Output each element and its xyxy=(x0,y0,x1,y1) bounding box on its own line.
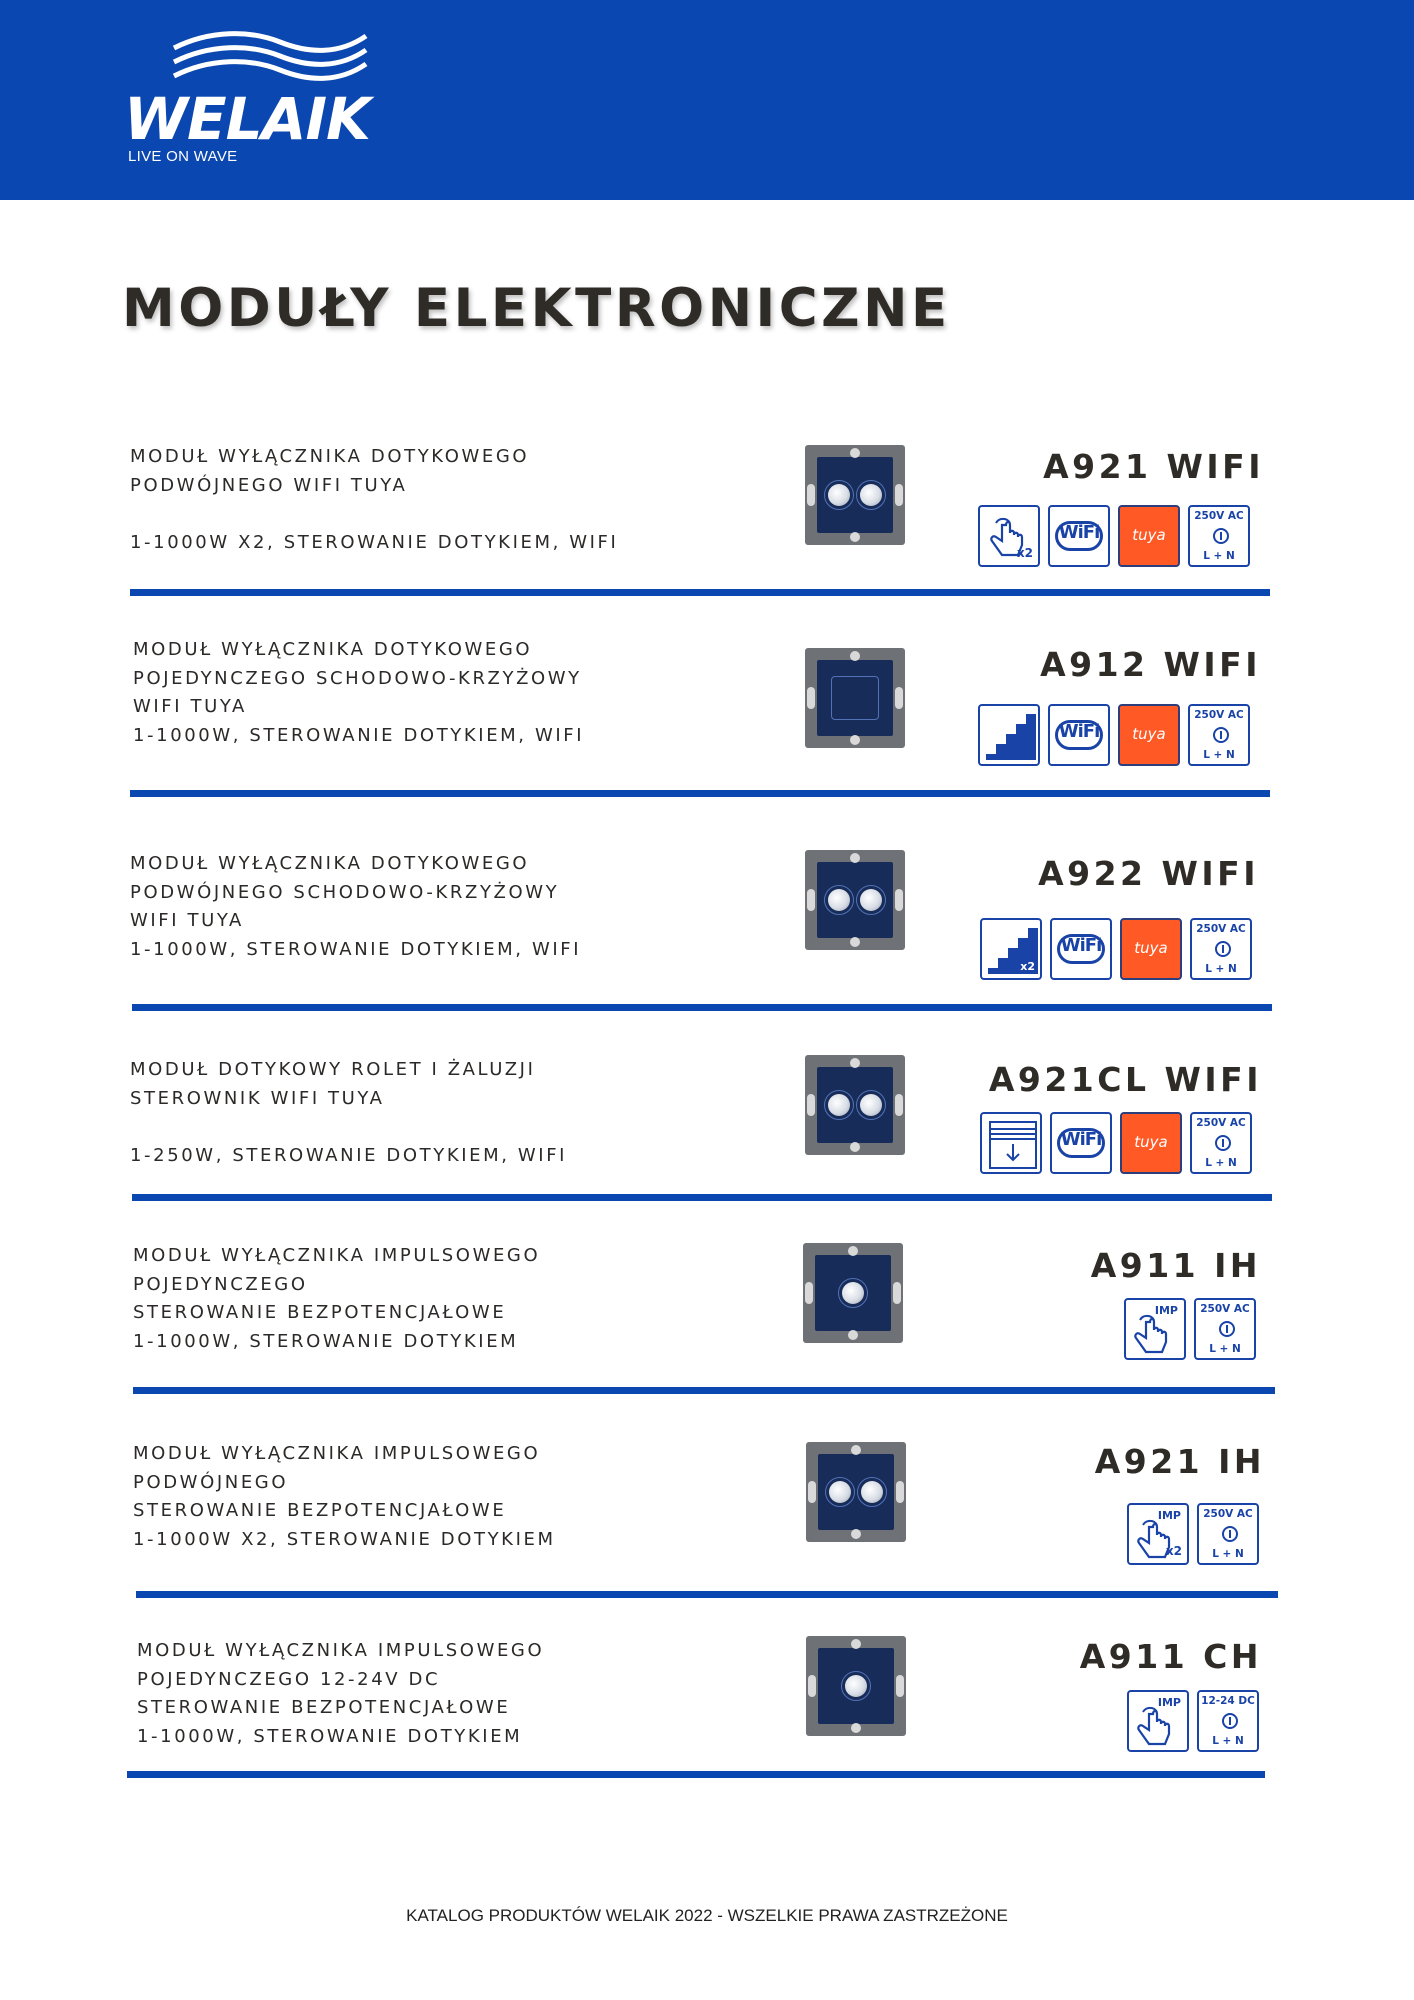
product-description xyxy=(133,636,584,750)
product-module-image xyxy=(803,1243,903,1343)
brand-logo xyxy=(124,26,414,168)
touch-x2-icon xyxy=(978,505,1040,567)
impulse-touch-x2-icon xyxy=(1127,1503,1189,1565)
tuya-icon xyxy=(1120,918,1182,980)
tuya-icon xyxy=(1120,1112,1182,1174)
x2-label: x2 xyxy=(1020,960,1035,973)
imp-label: IMP xyxy=(1157,1509,1181,1522)
voltage-label: 250V AC xyxy=(1194,709,1244,721)
wave-icon xyxy=(170,26,370,86)
product-description xyxy=(133,1242,540,1356)
description-line: PODWÓJNEGO xyxy=(133,1471,289,1493)
description-line: MODUŁ WYŁĄCZNIKA IMPULSOWEGO xyxy=(133,1245,541,1266)
description-line: STEROWANIE BEZPOTENCJAŁOWE xyxy=(133,1500,507,1521)
product-module-image xyxy=(805,850,905,950)
description-line: POJEDYNCZEGO 12-24V DC xyxy=(137,1668,441,1690)
description-line: WIFI TUYA xyxy=(130,910,244,931)
description-line: STEROWANIE BEZPOTENCJAŁOWE xyxy=(133,1302,507,1323)
tuya-label: tuya xyxy=(1132,526,1166,544)
product-module-image xyxy=(805,648,905,748)
impulse-touch-icon xyxy=(1127,1690,1189,1752)
wiring-label: L + N xyxy=(1209,1343,1241,1355)
brand-tagline: LIVE ON WAVE xyxy=(128,148,238,165)
product-code: A922 WIFI xyxy=(1038,854,1259,893)
description-line: MODUŁ WYŁĄCZNIKA DOTYKOWEGO xyxy=(130,853,530,874)
description-line: MODUŁ WYŁĄCZNIKA DOTYKOWEGO xyxy=(133,639,533,660)
voltage-icon xyxy=(1188,704,1250,766)
divider-line xyxy=(132,1194,1272,1201)
divider-line xyxy=(130,790,1270,797)
wifi-icon xyxy=(1050,918,1112,980)
tuya-label: tuya xyxy=(1132,725,1166,743)
wifi-label: WiFi xyxy=(1060,935,1102,956)
wiring-label: L + N xyxy=(1212,1548,1244,1560)
voltage-label: 250V AC xyxy=(1196,1117,1246,1129)
divider-line xyxy=(136,1591,1278,1598)
voltage-icon xyxy=(1188,505,1250,567)
tuya-label: tuya xyxy=(1134,939,1168,957)
feature-icons xyxy=(980,1112,1252,1174)
voltage-icon xyxy=(1194,1298,1256,1360)
wifi-icon xyxy=(1048,505,1110,567)
product-module-image xyxy=(805,445,905,545)
voltage-icon xyxy=(1197,1503,1259,1565)
imp-label: IMP xyxy=(1157,1696,1181,1709)
voltage-icon xyxy=(1190,1112,1252,1174)
description-line: STEROWANIE BEZPOTENCJAŁOWE xyxy=(137,1697,511,1718)
description-line: 1-250W, STEROWANIE DOTYKIEM, WIFI xyxy=(130,1144,568,1166)
x2-label: x2 xyxy=(1165,1544,1182,1558)
description-line: 1-1000W, STEROWANIE DOTYKIEM, WIFI xyxy=(133,724,585,746)
feature-icons xyxy=(978,704,1250,766)
voltage-label: 250V AC xyxy=(1196,923,1246,935)
product-module-image xyxy=(806,1636,906,1736)
description-line: PODWÓJNEGO WIFI TUYA xyxy=(130,474,408,496)
description-line xyxy=(130,1113,567,1142)
staircase-x2-icon xyxy=(980,918,1042,980)
voltage-icon xyxy=(1190,918,1252,980)
imp-label: IMP xyxy=(1154,1304,1178,1317)
tuya-label: tuya xyxy=(1134,1133,1168,1151)
divider-line xyxy=(132,1004,1272,1011)
feature-icons xyxy=(1127,1690,1259,1752)
description-line: 1-1000W X2, STEROWANIE DOTYKIEM, WIFI xyxy=(130,531,619,553)
product-code: A921 IH xyxy=(1094,1442,1265,1481)
wifi-icon xyxy=(1048,704,1110,766)
header-banner xyxy=(0,0,1414,200)
product-code: A921 WIFI xyxy=(1043,447,1264,486)
description-line: MODUŁ WYŁĄCZNIKA IMPULSOWEGO xyxy=(133,1443,541,1464)
description-line: MODUŁ WYŁĄCZNIKA DOTYKOWEGO xyxy=(130,446,530,467)
wiring-label: L + N xyxy=(1212,1735,1244,1747)
wiring-label: L + N xyxy=(1205,963,1237,975)
description-line: 1-1000W, STEROWANIE DOTYKIEM xyxy=(137,1725,523,1747)
blinds-icon xyxy=(980,1112,1042,1174)
tuya-icon xyxy=(1118,704,1180,766)
staircase-icon xyxy=(978,704,1040,766)
x2-label: x2 xyxy=(1016,546,1033,560)
feature-icons xyxy=(1124,1298,1256,1360)
description-line: STEROWNIK WIFI TUYA xyxy=(130,1087,385,1109)
description-line: 1-1000W X2, STEROWANIE DOTYKIEM xyxy=(133,1528,556,1550)
voltage-label: 12-24 DC xyxy=(1201,1695,1255,1707)
product-code: A911 CH xyxy=(1079,1637,1262,1676)
description-line: POJEDYNCZEGO SCHODOWO-KRZYŻOWY xyxy=(133,667,582,689)
voltage-icon xyxy=(1197,1690,1259,1752)
brand-name: WELAIK xyxy=(124,85,370,153)
feature-icons xyxy=(1127,1503,1259,1565)
product-code: A912 WIFI xyxy=(1040,645,1261,684)
wiring-label: L + N xyxy=(1205,1157,1237,1169)
description-line: MODUŁ WYŁĄCZNIKA IMPULSOWEGO xyxy=(137,1640,545,1661)
wiring-label: L + N xyxy=(1203,550,1235,562)
description-line: 1-1000W, STEROWANIE DOTYKIEM xyxy=(133,1330,519,1352)
description-line: 1-1000W, STEROWANIE DOTYKIEM, WIFI xyxy=(130,938,582,960)
product-description xyxy=(137,1637,544,1751)
divider-line xyxy=(127,1771,1265,1778)
product-module-image xyxy=(805,1055,905,1155)
wiring-label: L + N xyxy=(1203,749,1235,761)
description-line: PODWÓJNEGO SCHODOWO-KRZYŻOWY xyxy=(130,881,560,903)
tuya-icon xyxy=(1118,505,1180,567)
product-description xyxy=(130,850,581,964)
description-line: MODUŁ DOTYKOWY ROLET I ŻALUZJI xyxy=(130,1059,536,1080)
product-code: A911 IH xyxy=(1090,1246,1261,1285)
feature-icons xyxy=(980,918,1252,980)
description-line: POJEDYNCZEGO xyxy=(133,1273,308,1295)
divider-line xyxy=(133,1387,1275,1394)
page-title: MODUŁY ELEKTRONICZNE xyxy=(122,278,951,339)
description-line xyxy=(130,500,618,529)
wifi-icon xyxy=(1050,1112,1112,1174)
wifi-label: WiFi xyxy=(1058,721,1100,742)
wifi-label: WiFi xyxy=(1058,522,1100,543)
voltage-label: 250V AC xyxy=(1194,510,1244,522)
product-description xyxy=(130,1056,567,1170)
impulse-touch-icon xyxy=(1124,1298,1186,1360)
divider-line xyxy=(130,589,1270,596)
product-code: A921CL WIFI xyxy=(988,1060,1262,1099)
footer-text: KATALOG PRODUKTÓW WELAIK 2022 - WSZELKIE PRAWA ZASTRZEŻONE xyxy=(406,1906,1008,1925)
voltage-label: 250V AC xyxy=(1203,1508,1253,1520)
description-line: WIFI TUYA xyxy=(133,696,247,717)
wifi-label: WiFi xyxy=(1060,1129,1102,1150)
product-description xyxy=(133,1440,556,1554)
voltage-label: 250V AC xyxy=(1200,1303,1250,1315)
feature-icons xyxy=(978,505,1250,567)
product-module-image xyxy=(806,1442,906,1542)
product-description xyxy=(130,443,618,557)
